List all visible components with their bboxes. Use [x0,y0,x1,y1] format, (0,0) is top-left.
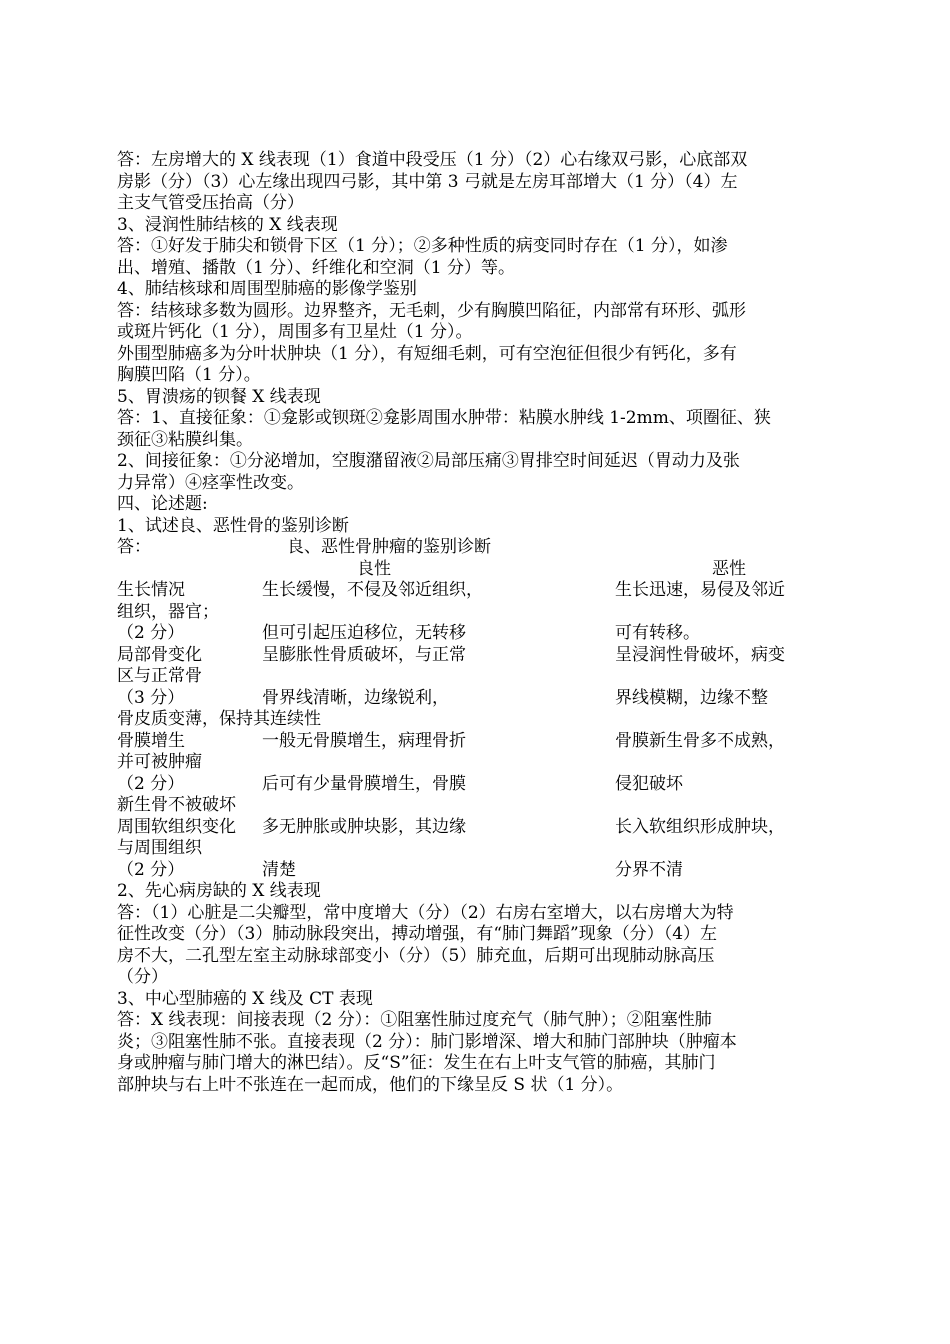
answer-line: 或斑片钙化（1 分），周围多有卫星灶（1 分）。 [117,322,473,342]
table-header-row [117,559,807,581]
table-cell: 一般无骨膜增生，病理骨折 [262,730,466,751]
answer-line: 答：结核球多数为圆形。边界整齐，无毛刺，少有胸膜凹陷征，内部常有环形、弧形 [117,300,746,321]
table-cell: 呈膨胀性骨质破坏，与正常 [262,644,466,665]
table-cell: 分界不清 [615,859,683,880]
table-cell: （3 分） [117,687,185,708]
table-row [117,645,807,667]
table-title: 良、恶性骨肿瘤的鉴别诊断 [287,537,491,557]
table-cell: 多无肿胀或肿块影，其边缘 [262,816,466,837]
table-cell: 生长迅速，易侵及邻近 [615,580,785,600]
table-cell: 生长缓慢，不侵及邻近组织， [262,580,483,600]
table-cell: （2 分） [117,623,185,643]
table-cell: （2 分） [117,859,185,880]
answer-line: 答：①好发于肺尖和锁骨下区（1 分）；②多种性质的病变同时存在（1 分），如渗 [117,236,728,256]
table-cell: 局部骨变化 [117,644,202,665]
answer-label: 答： [117,537,151,557]
question-title: 5、胃溃疡的钡餐 X 线表现 [117,386,321,407]
table-cell: 骨膜新生骨多不成熟， [615,730,785,751]
answer-line: 征性改变（分）（3）肺动脉段突出，搏动增强，有“肺门舞蹈”现象（分）（4）左 [117,924,718,944]
table-cell: 可有转移。 [615,623,700,643]
answer-line: 房不大，二孔型左室主动脉球部变小（分）（5）肺充血，后期可出现肺动脉高压 [117,945,715,966]
table-cell: 界线模糊，边缘不整 [615,687,768,708]
table-row [117,795,807,817]
answer-line: 出、增殖、播散（1 分）、纤维化和空洞（1 分）等。 [117,257,515,278]
question-title: 2、先心病房缺的 X 线表现 [117,881,321,901]
table-row [117,580,807,602]
table-cell: 区与正常骨 [117,666,202,686]
table-cell: 呈浸润性骨破坏，病变 [615,644,785,665]
answer-line: （分） [117,967,168,987]
table-cell: 侵犯破坏 [615,773,683,794]
table-cell: 新生骨不被破坏 [117,795,236,815]
table-cell: 但可引起压迫移位，无转移 [262,623,466,643]
answer-line: 主支气管受压抬高（分） [117,193,304,213]
answer-line: 答：1、直接征象：①龛影或钡斑②龛影周围水肿带：粘膜水肿线 1-2mm、项圈征、狭 [117,408,771,428]
answer-line: 2、间接征象：①分泌增加，空腹潴留液②局部压痛③胃排空时间延迟（胃动力及张 [117,451,740,471]
answer-line: 身或肿瘤与肺门增大的淋巴结）。反“S”征：发生在右上叶支气管的肺癌，其肺门 [117,1053,716,1073]
table-cell: 组织，器官； [117,601,219,622]
answer-line: 答：（1）心脏是二尖瓣型，常中度增大（分）（2）右房右室增大，以右房增大为特 [117,902,734,923]
table-row [117,838,807,860]
table-cell: （2 分） [117,773,185,794]
answer-line: 房影（分）（3）心左缘出现四弓影，其中第 3 弓就是左房耳部增大（1 分）（4）左 [117,171,738,192]
question-title: 4、肺结核球和周围型肺癌的影像学鉴别 [117,279,417,299]
answer-line: 部肿块与右上叶不张连在一起而成，他们的下缘呈反 S 状（1 分）。 [117,1074,624,1095]
table-cell: 周围软组织变化 [117,816,236,837]
table-row [117,688,807,710]
answer-line: 胸膜凹陷（1 分）。 [117,365,261,385]
table-row [117,817,807,839]
table-row [117,709,807,731]
answer-line: 炎；③阻塞性肺不张。直接表现（2 分）：肺门影增深、增大和肺门部肿块（肿瘤本 [117,1031,737,1052]
table-cell: 骨皮质变薄，保持其连续性 [117,709,321,729]
question-title: 1、试述良、恶性骨的鉴别诊断 [117,515,349,536]
table-row [117,666,807,688]
table-row [117,731,807,753]
table-cell: 长入软组织形成肿块， [615,816,785,837]
table-cell: 与周围组织 [117,838,202,858]
table-row [117,774,807,796]
table-cell: 骨界线清晰，边缘锐利， [262,687,449,708]
table-cell: 并可被肿瘤 [117,752,202,772]
answer-line: 颈征③粘膜纠集。 [117,429,253,450]
table-row [117,623,807,645]
answer-line: 答：X 线表现：间接表现（2 分）：①阻塞性肺过度充气（肺气肿）；②阻塞性肺 [117,1010,712,1030]
table-row [117,602,807,624]
document-page [117,150,807,1096]
answer-line: 外围型肺癌多为分叶状肿块（1 分），有短细毛刺，可有空泡征但很少有钙化，多有 [117,343,737,364]
table-cell: 清楚 [262,859,296,880]
column-header-malignant: 恶性 [712,558,746,579]
answer-line: 答：左房增大的 X 线表现（1）食道中段受压（1 分）（2）心右缘双弓影，心底部双 [117,150,748,170]
question-title: 3、浸润性肺结核的 X 线表现 [117,214,338,235]
section-title: 四、论述题: [117,494,208,514]
table-cell: 骨膜增生 [117,730,185,751]
question-title: 3、中心型肺癌的 X 线及 CT 表现 [117,988,373,1009]
column-header-benign: 良性 [357,558,391,579]
answer-line: 力异常）④痉挛性改变。 [117,472,304,493]
table-cell: 生长情况 [117,580,185,600]
table-title-row [117,537,807,559]
table-row [117,860,807,882]
table-cell: 后可有少量骨膜增生，骨膜 [262,773,466,794]
table-row [117,752,807,774]
